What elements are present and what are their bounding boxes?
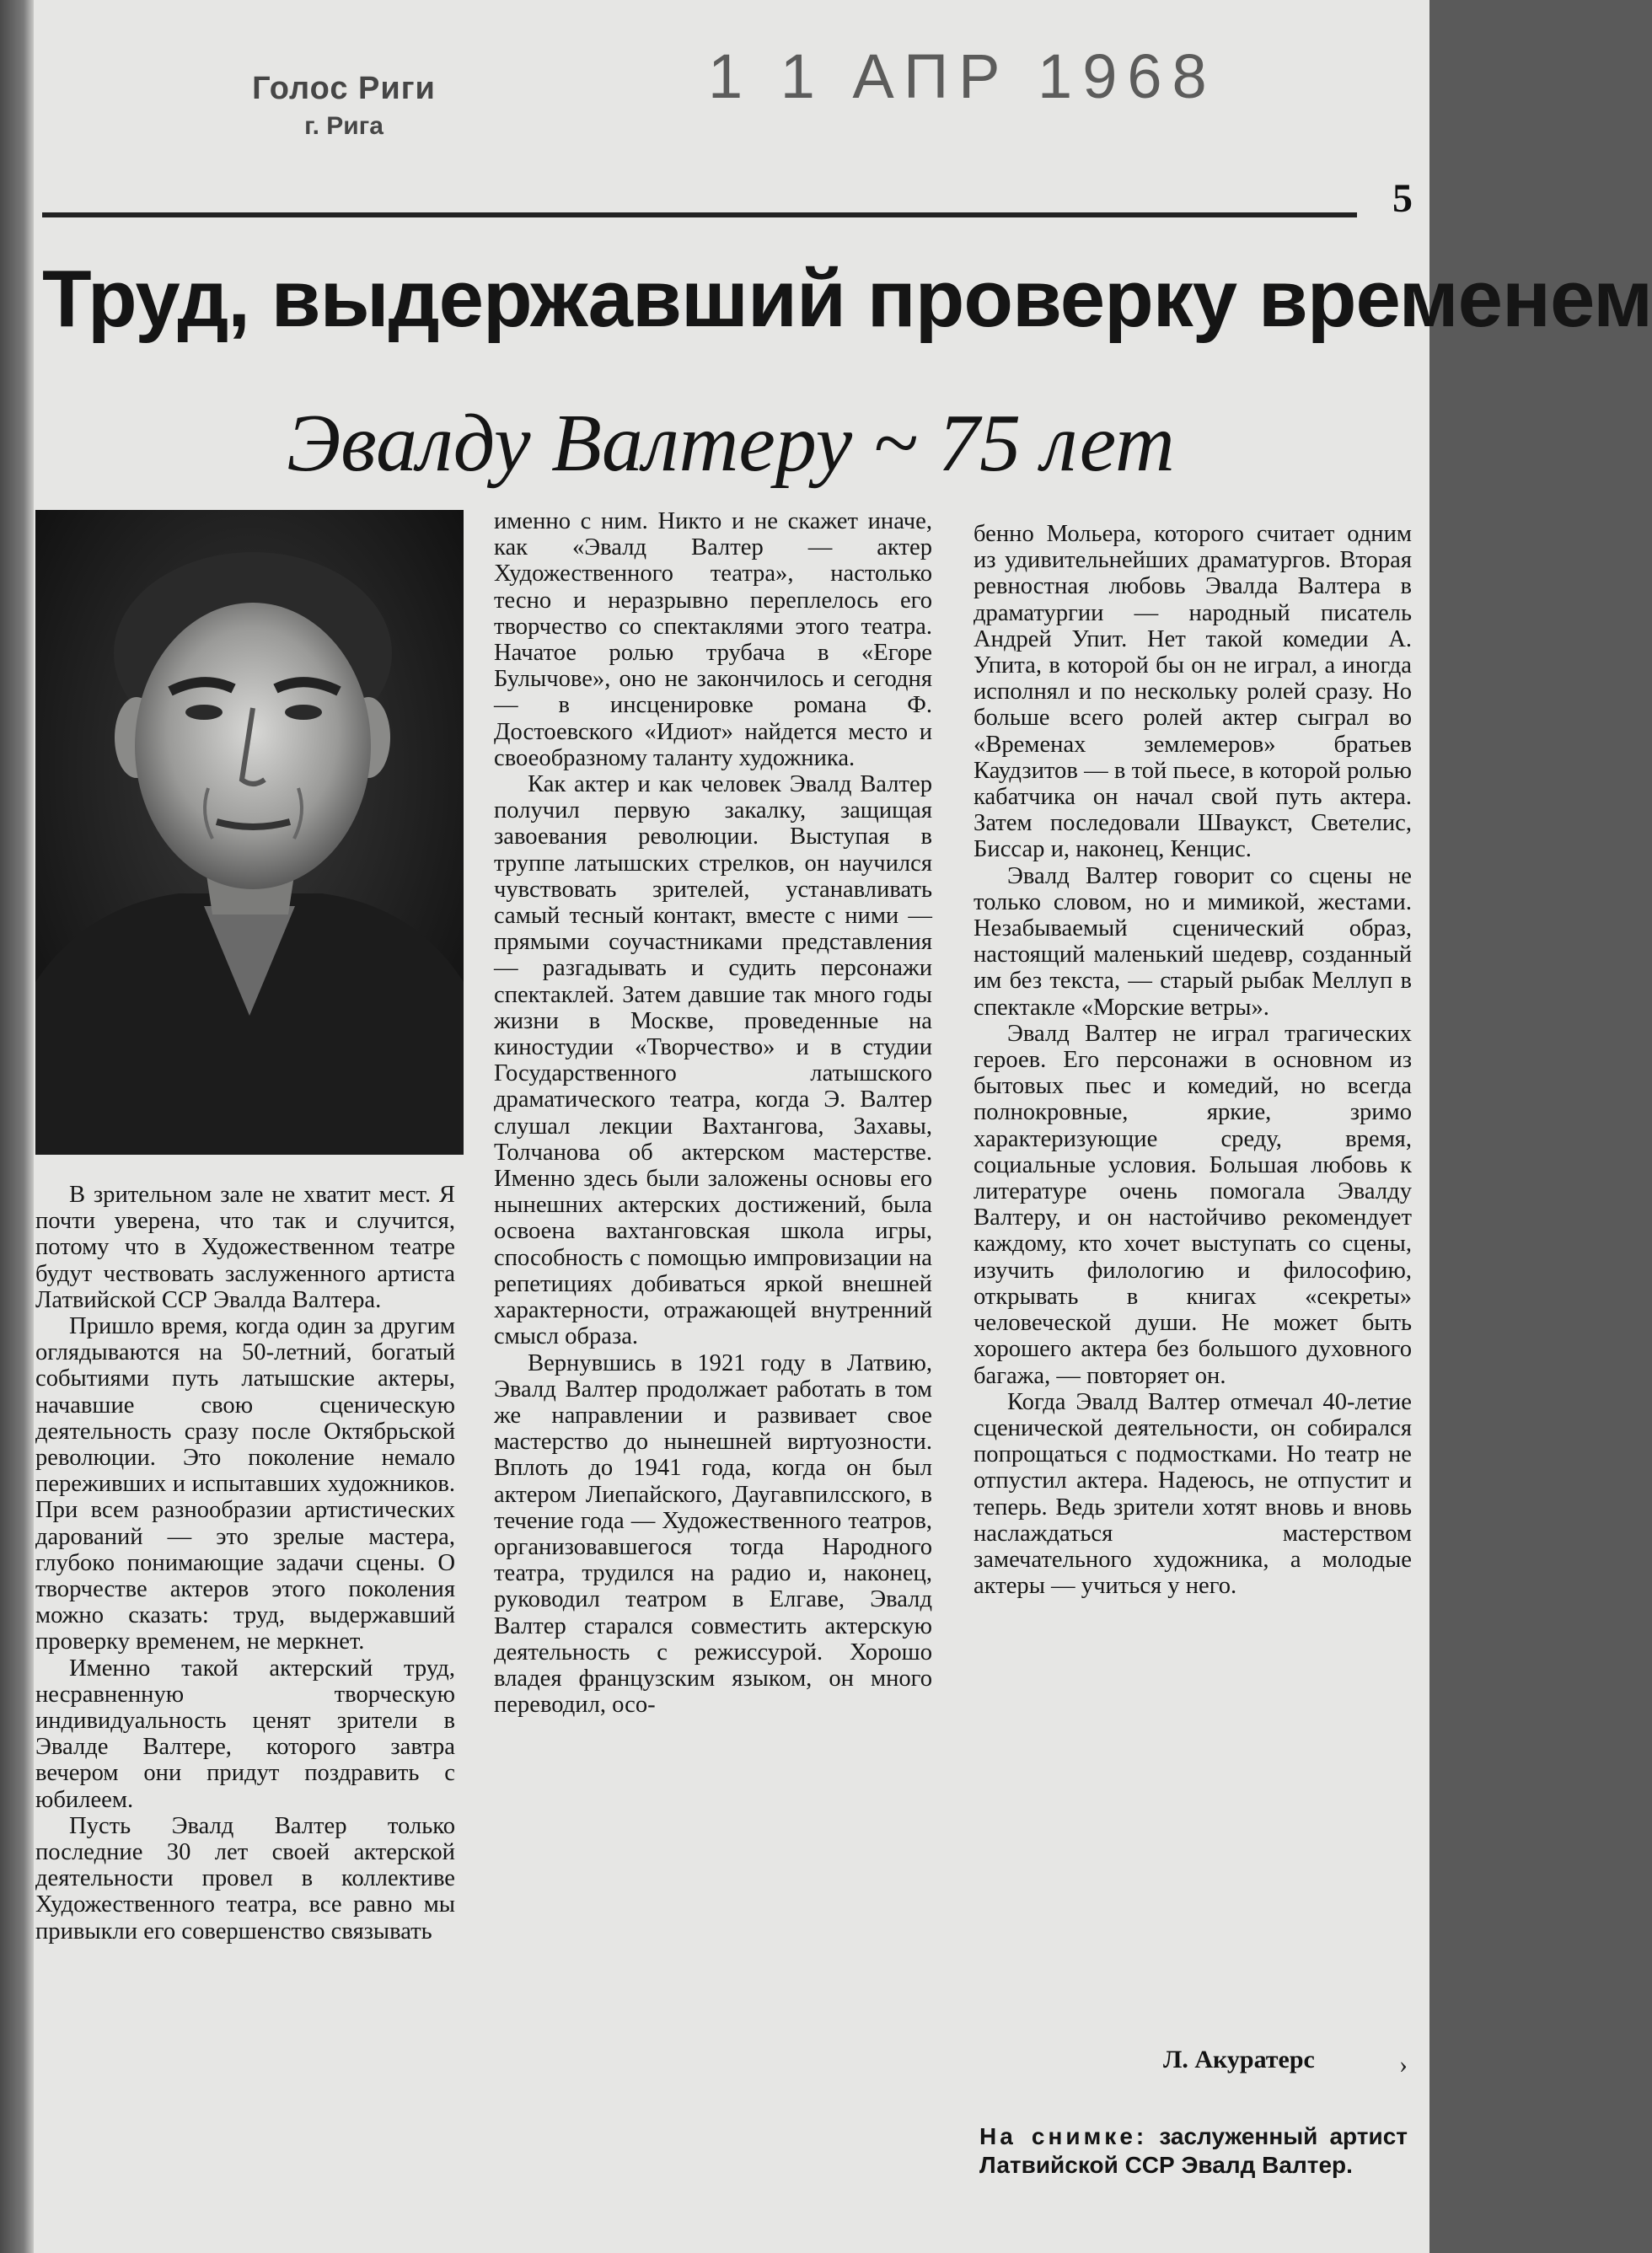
paragraph: бенно Мольера, которого считает одним из удивительнейших драматургов. Вторая ревностная любовь Эвалда Валтера в драматургии — народный писатель Андрей Упит. Нет такой комедии А. Упита, в которой бы он не играл, а иногда исполнял и по нескольку ролей сразу. Но больше всего ролей актер сыграл во «Временах землемеров» братьев Каудзитов — в той пьесе, в которой ролью кабатчика он начал свой путь актера. Затем последовали Швaукст, Светелис, Биссар и, наконец, Кенцис. — [974, 521, 1412, 863]
paragraph: Пришло время, когда один за другим оглядываются на 50-летний, богатый событиями путь латышские актеры, начавшие свою сценическую деятельность сразу после Октябрьской революции. Это поколение немало переживших и испытавших художников. При всем разнообразии артистических дарований — это зрелые мастера, глубоко понимающие задачи сцены. О творчестве актеров этого поколения можно сказать: труд, выдержавший проверку временем, не меркнет. — [35, 1313, 455, 1655]
subheadline: Эвалду Валтеру ~ 75 лет — [287, 398, 1175, 489]
paragraph: Как актер и как человек Эвалд Валтер получил первую закалку, защищая завоевания революции. Выступая в труппе латышских стрелков, он научился чувствовать зрителей, устанавливать самый тесный контакт, вместе с ними — прямыми соучастниками представления — разгадывать и судить персонажи спектаклей. Затем давшие так много годы жизни в Москве, проведенные на киностудии «Творчество» и в студии Государственного латышского драматического театра, когда Э. Валтер слушал лекции Вахтангова, Захавы, Толчанова об актерском мастерстве. Именно здесь были заложены основы его нынешних актерских достижений, была освоена вахтанговская школа игры, способность с помощью импровизации на репетициях добиваться яркой внешней характерности, отражающей внутренний смысл образа. — [494, 771, 932, 1350]
stamp-city: г. Рига — [304, 112, 384, 140]
photo-caption — [979, 2122, 1408, 2180]
caption-text: заслуженный артист Латвийской ССР Эвалд Валтер. — [979, 2123, 1408, 2178]
article-column-2 — [494, 508, 932, 1718]
paragraph: Пусть Эвалд Валтер только последние 30 лет своей актерской деятельности провел в коллективе Художественного театра, все равно мы привыкли его совершенство связывать — [35, 1812, 455, 1945]
paragraph: Именно такой актерский труд, несравненную творческую индивидуальность ценят зрители в Эвалде Валтере, которого завтра вечером они придут поздравить с юбилеем. — [35, 1655, 455, 1813]
paragraph: Вернувшись в 1921 году в Латвию, Эвалд Валтер продолжает работать в том же направлении и развивает свое мастерство до нынешней виртуозности. Вплоть до 1941 года, когда он был актером Лиепайского, Даугавпилсского, в течение года — Художественного театров, организовавшегося тогда Народного театра, трудился на радио и, наконец, руководил театром в Елгаве, Эвалд Валтер старался совместить актерскую деятельность с режиссурой. Хорошо владея французским языком, он много переводил, осо- — [494, 1349, 932, 1719]
paragraph: Эвалд Валтер не играл трагических героев. Его персонажи в основном из бытовых пьес и комедий, но всегда полнокровные, яркие, зримо характеризующие среду, время, социальные условия. Большая любовь к литературе очень помогала Эвалду Валтеру, и он настойчиво рекомендует каждому, кто хочет выступать со сцены, изучить филологию и философию, открывать в книгах «секреты» человеческой души. Не может быть хорошего актера без большого духовного багажа, — повторяет он. — [974, 1020, 1412, 1389]
caption-lead: На снимке: — [979, 2123, 1148, 2149]
paragraph: В зрительном зале не хватит мест. Я почти уверена, что так и случится, потому что в Художественном театре будут чествовать заслуженного артиста Латвийской ССР Эвалда Валтера. — [35, 1182, 455, 1313]
paragraph: Эвалд Валтер говорит со сцены не только словом, но и мимикой, жестами. Незабываемый сценический образ, настоящий маленький шедевр, созданный им без текста, — старый рыбак Меллуп в спектакле «Морские ветры». — [974, 862, 1412, 1021]
date-stamp: 1 1 АПР 1968 — [708, 41, 1217, 111]
headline: Труд, выдержавший проверку временем — [42, 254, 1652, 344]
paragraph: Когда Эвалд Валтер отмечал 40-летие сценической деятельности, он собирался попрощаться с подмостками. Но театр не отпустил актера. Надеюсь, не отпустит и теперь. Ведь зрители хотят вновь и вновь наслаждаться мастерством замечательного художника, а молодые актеры — учиться у него. — [974, 1388, 1412, 1600]
newspaper-clipping — [34, 0, 1652, 2253]
portrait-illustration — [35, 510, 464, 1155]
paragraph: именно с ним. Никто и не скажет иначе, как «Эвалд Валтер — актер Художественного театра», настолько тесно и неразрывно переплелось его творчество со спектаклями этого театра. Начатое ролью трубача в «Егоре Булычове», оно не закончилось и сегодня — в инсценировке романа Ф. Достоевского «Идиот» найдется место и своеобразному таланту художника. — [494, 508, 932, 771]
edge-mark: › — [1399, 2051, 1408, 2079]
stamp-paper-name: Голос Риги — [252, 71, 436, 106]
source-stamp — [217, 71, 470, 141]
portrait-photo — [35, 510, 464, 1155]
author-signature: Л. Акуратерс — [1163, 2046, 1315, 2073]
page-number: 5 — [1392, 176, 1413, 221]
article-column-1 — [35, 1182, 455, 1945]
article-column-3 — [974, 521, 1412, 1599]
binding-edge — [0, 0, 34, 2253]
top-rule — [42, 212, 1357, 217]
